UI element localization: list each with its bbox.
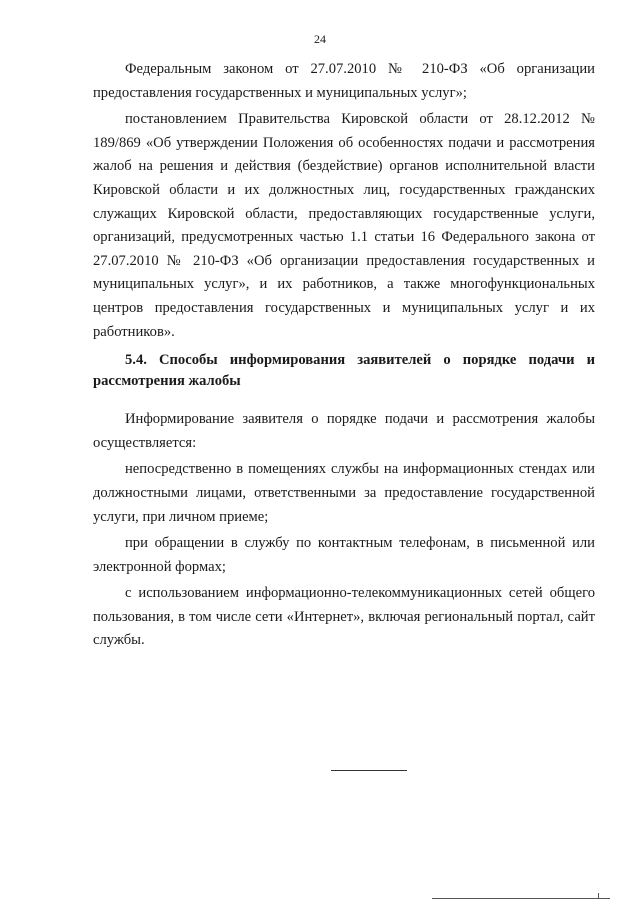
paragraph-informing-intro: Информирование заявителя о порядке подачи и рассмотрения жалобы осуществляется: <box>93 411 595 451</box>
end-separator-line <box>331 770 407 771</box>
section-heading: 5.4. Способы информирования заявителей о порядке подачи и рассмотрения жалобы <box>93 352 595 390</box>
scan-edge-line <box>432 898 610 899</box>
paragraph-informing-phone: при обращении в службу по контактным телефонам, в письменной или электронной формах; <box>93 535 595 575</box>
paragraph-federal-law: Федеральным законом от 27.07.2010 № 210-ФЗ «Об организации предоставления государственных и муниципальных услуг»; <box>93 61 595 101</box>
scan-edge-tick <box>598 893 599 899</box>
paragraph-government-resolution: постановлением Правительства Кировской области от 28.12.2012 № 189/869 «Об утверждении Положения об особенностях подачи и рассмотрения жалоб на решения и действия (бездействие) органов исполнительной власти Кировской области и их должностных лиц, государственных гражданских служащих Кировской области, предоставляющих государственные услуги, организаций, предусмотренных частью 1.1 статьи 16 Федерального закона от 27.07.2010 № 210-ФЗ «Об организации предоставления государственных и муниципальных услуг», и их работников, а также многофункциональных центров предоставления государственных и муниципальных услуг и их работников». <box>93 111 595 340</box>
paragraph-informing-in-person: непосредственно в помещениях службы на информационных стендах или должностными лицами, ответственными за предоставление государственной услуги, при личном приеме; <box>93 461 595 525</box>
page-number: 24 <box>314 32 326 46</box>
document-body <box>93 58 595 653</box>
paragraph-informing-internet: с использованием информационно-телекоммуникационных сетей общего пользования, в том числе сети «Интернет», включая региональный портал, сайт службы. <box>93 585 595 649</box>
